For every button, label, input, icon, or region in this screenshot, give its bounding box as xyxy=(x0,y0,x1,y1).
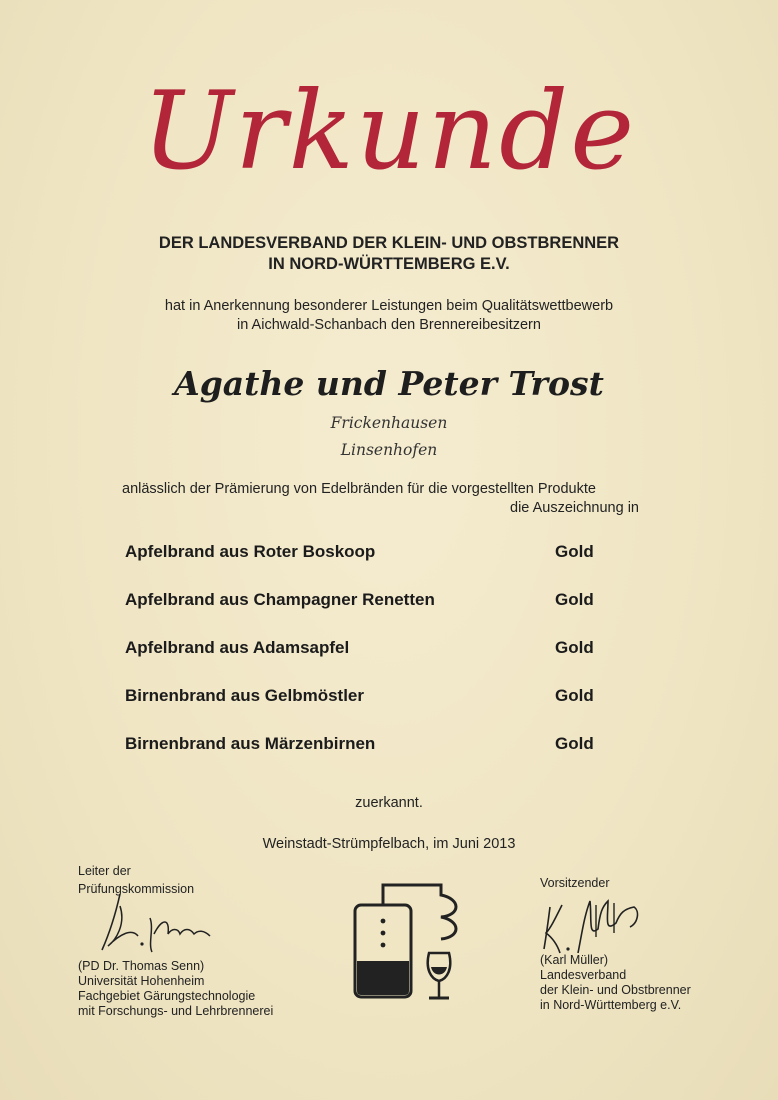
intro-text xyxy=(0,297,778,335)
left-affiliation-1: Universität Hohenheim xyxy=(78,974,205,988)
distillation-illustration xyxy=(345,875,465,1005)
award-grade: Gold xyxy=(555,542,594,561)
left-role-line-2: Prüfungskommission xyxy=(78,882,195,896)
left-signatory-details xyxy=(78,959,273,1019)
closing-text: zuerkannt. xyxy=(355,795,423,811)
award-grade: Gold xyxy=(555,638,594,657)
award-product: Apfelbrand aus Champagner Renetten xyxy=(125,590,435,609)
award-row xyxy=(125,638,645,660)
recipient-name: Agathe und Peter Trost xyxy=(174,364,604,403)
certificate-title: Urkunde xyxy=(141,69,637,194)
right-org-line-3: in Nord-Württemberg e.V. xyxy=(540,998,682,1012)
organization-line-1: DER LANDESVERBAND DER KLEIN- UND OBSTBRENNER xyxy=(158,234,620,252)
award-row xyxy=(125,686,645,708)
right-signatory-name: (Karl Müller) xyxy=(540,953,609,967)
award-product: Birnenbrand aus Gelbmöstler xyxy=(125,686,364,705)
place-and-date: Weinstadt-Strümpfelbach, im Juni 2013 xyxy=(262,836,516,852)
left-affiliation-3: mit Forschungs- und Lehrbrennerei xyxy=(78,1004,274,1018)
reason-line-1: anlässlich der Prämierung von Edelbränden für die vorgestellten Produkte xyxy=(122,481,596,497)
intro-line-2: in Aichwald-Schanbach den Brennereibesitzern xyxy=(237,317,541,333)
award-row xyxy=(125,542,645,564)
left-affiliation-2: Fachgebiet Gärungstechnologie xyxy=(78,989,256,1003)
award-product: Birnenbrand aus Märzenbirnen xyxy=(125,734,376,753)
reason-line-2: die Auszeichnung in xyxy=(510,500,639,516)
right-org-line-2: der Klein- und Obstbrenner xyxy=(540,983,691,997)
award-product: Apfelbrand aus Adamsapfel xyxy=(125,638,350,657)
award-row xyxy=(125,590,645,612)
intro-line-1: hat in Anerkennung besonderer Leistungen beim Qualitätswettbewerb xyxy=(164,298,614,314)
right-signatory-details xyxy=(540,953,691,1013)
award-grade: Gold xyxy=(555,686,594,705)
left-signature xyxy=(98,888,218,958)
left-signatory-name: (PD Dr. Thomas Senn) xyxy=(78,959,205,973)
left-role-line-1: Leiter der xyxy=(78,864,131,878)
organization-line-2: IN NORD-WÜRTTEMBERG E.V. xyxy=(268,255,510,273)
wine-glass-icon xyxy=(428,953,451,998)
award-grade: Gold xyxy=(555,590,594,609)
right-signatory-role: Vorsitzender xyxy=(540,876,610,890)
organization-name xyxy=(0,233,778,275)
right-org-line-1: Landesverband xyxy=(540,968,627,982)
recipient-place-1: Frickenhausen xyxy=(330,414,448,432)
recipient-place-2: Linsenhofen xyxy=(340,441,438,459)
award-product: Apfelbrand aus Roter Boskoop xyxy=(125,542,376,561)
award-grade: Gold xyxy=(555,734,594,753)
award-row xyxy=(125,734,645,756)
